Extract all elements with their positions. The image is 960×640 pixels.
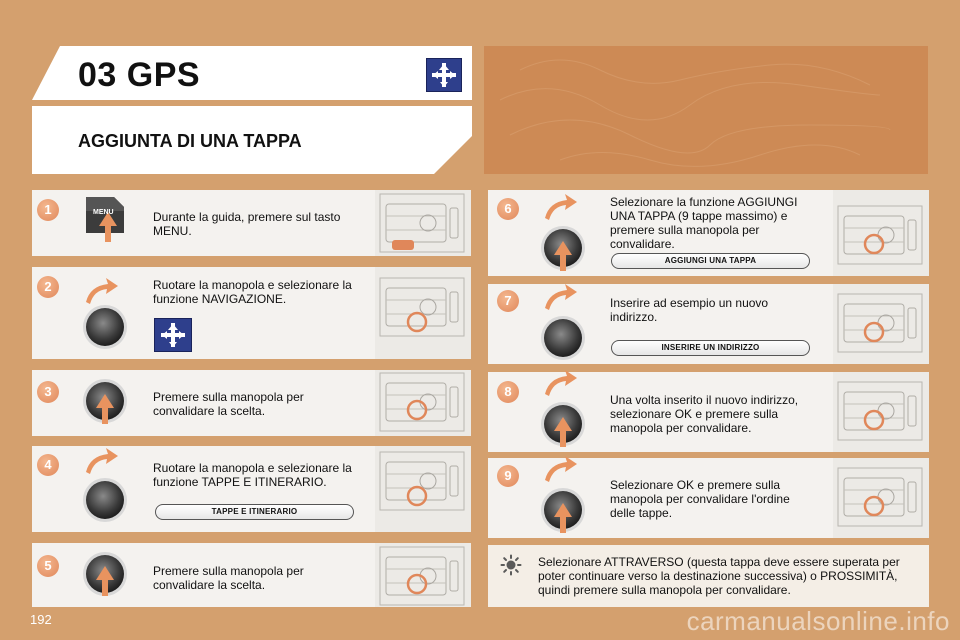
step-number-2: 2 xyxy=(37,276,59,298)
step-1-text: Durante la guida, premere sul tasto MENU. xyxy=(153,210,341,238)
step-number-6: 6 xyxy=(497,198,519,220)
step-number-9: 9 xyxy=(497,465,519,487)
step-number-8: 8 xyxy=(497,381,519,403)
step-5-text: Premere sulla manopola per convalidare la scelta. xyxy=(153,564,304,592)
tag-tappe-itinerario: TAPPE E ITINERARIO xyxy=(155,504,354,520)
step-number-7: 7 xyxy=(497,290,519,312)
watermark: carmanualsonline.info xyxy=(686,606,950,636)
step-number-1: 1 xyxy=(37,199,59,221)
tip-sun-icon xyxy=(500,554,522,576)
step-8-text: Una volta inserito il nuovo indirizzo, selezionare OK e premere sulla manopola per convalidare. xyxy=(610,393,799,435)
step-3-text: Premere sulla manopola per convalidare la scelta. xyxy=(153,390,304,418)
page-number: 192 xyxy=(30,612,52,627)
navigation-icon xyxy=(154,318,192,352)
tag-inserire-indirizzo: INSERIRE UN INDIRIZZO xyxy=(611,340,810,356)
chapter-title: 03 GPS xyxy=(78,56,201,94)
step-number-3: 3 xyxy=(37,381,59,403)
step-2-text: Ruotare la manopola e selezionare la funzione NAVIGAZIONE. xyxy=(153,278,352,306)
menu-button-label: MENU xyxy=(93,209,114,216)
tag-aggiungi-tappa: AGGIUNGI UNA TAPPA xyxy=(611,253,810,269)
step-number-5: 5 xyxy=(37,555,59,577)
note-text: Selezionare ATTRAVERSO (questa tappa deve essere superata per poter continuare verso la destinazione successiva) o PROSSIMITÀ, quindi premere sulla manopola per convalidare. xyxy=(538,555,900,597)
step-4-text: Ruotare la manopola e selezionare la funzione TAPPE E ITINERARIO. xyxy=(153,461,352,489)
step-7-text: Inserire ad esempio un nuovo indirizzo. xyxy=(610,296,769,324)
step-number-4: 4 xyxy=(37,454,59,476)
step-6-text: Selezionare la funzione AGGIUNGI UNA TAPPA (9 tappe massimo) e premere sulla manopola per convalidare. xyxy=(610,195,798,251)
note-box xyxy=(488,545,929,607)
step-9-text: Selezionare OK e premere sulla manopola per convalidare l'ordine delle tappe. xyxy=(610,478,790,520)
menu-button-icon xyxy=(86,197,124,242)
section-title: AGGIUNTA DI UNA TAPPA xyxy=(78,131,302,151)
